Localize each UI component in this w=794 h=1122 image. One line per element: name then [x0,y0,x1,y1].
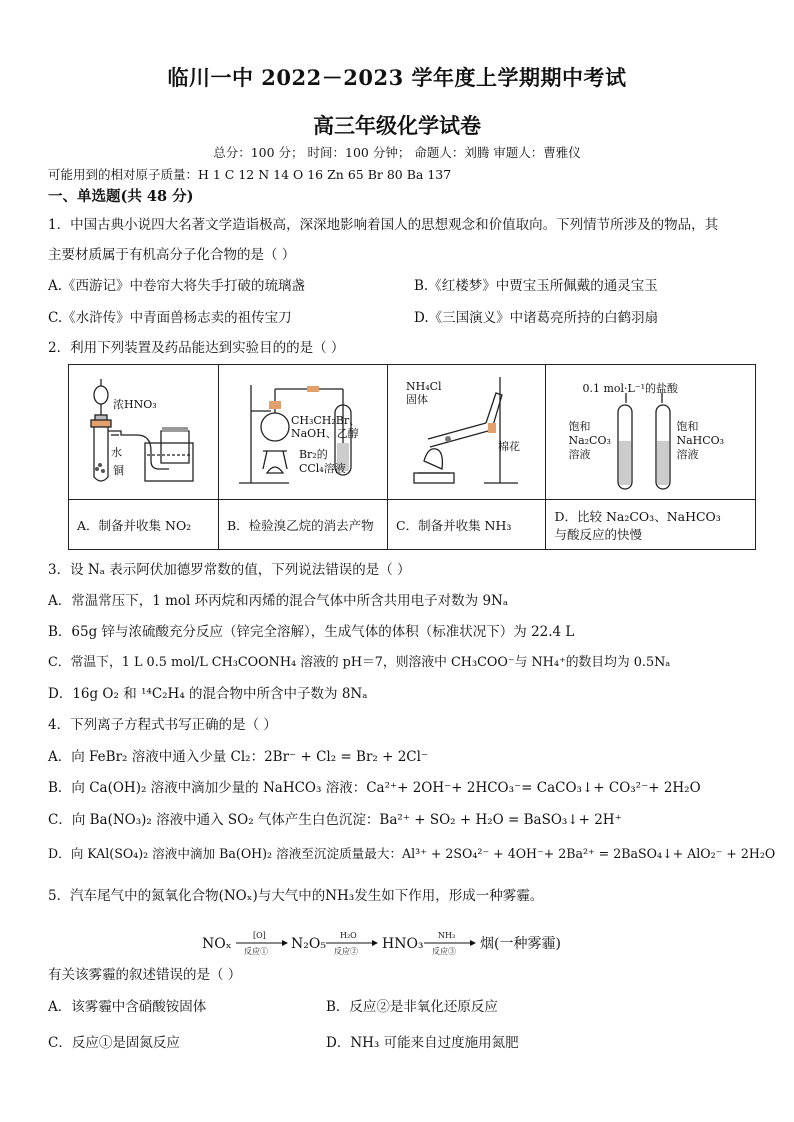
q3-stem: 3．设 Nₐ 表示阿伏加德罗常数的值，下列说法错误的是（ ） [48,562,411,578]
q4-option-c: C．向 Ba(NO₃)₂ 溶液中通入 SO₂ 气体产生白色沉淀：Ba²⁺ + SO₂ + H₂O = BaSO₃↓+ 2H⁺ [48,812,622,828]
label-ccl4: CCl₄溶液 [298,462,346,475]
label-left-line3: 溶液 [568,448,591,461]
apparatus-b-cell [218,365,387,500]
label-left-line1: 饱和 [568,420,591,433]
q5-stem: 5．汽车尾气中的氮氧化合物(NOₓ)与大气中的NH₃发生如下作用，形成一种雾霾。 [48,888,544,904]
q3-option-b: B．65g 锌与浓硫酸充分反应（锌完全溶解），生成气体的体积（标准状况下）为 22.4 L [48,624,575,640]
label-conc-hno3: 浓HNO₃ [113,398,157,411]
q4-stem: 4．下列离子方程式书写正确的是（ ） [48,717,277,733]
q2-option-d [546,500,756,550]
label-reagent-line2: NaOH、乙醇 [290,427,359,440]
exam-title: 临川一中 2022－2023 学年度上学期期中考试 [167,65,627,90]
q5-option-a: A．该雾霾中含硝酸铵固体 [48,999,207,1015]
q3-option-a: A．常温常压下，1 mol 环丙烷和丙烯的混合气体中所含共用电子对数为 9Nₐ [48,593,509,609]
q1-option-a: A.《西游记》中卷帘大将失手打破的琉璃盏 [48,278,306,294]
label-nh4cl: NH₄Cl [406,380,442,393]
scheme-r2-bottom: 反应② [334,947,358,956]
scheme-r2-top: H₂O [340,931,357,940]
label-copper: 铜 [113,464,124,477]
label-reagent-line1: CH₃CH₂Br、 [290,414,361,427]
q1-stem-line1: 1．中国古典小说四大名著文学造诣极高，深深地影响着国人的思想观念和价值取向。下列情节所涉及的物品，其 [48,217,719,233]
apparatus-c-cell [388,365,546,500]
q2-apparatus-table [68,364,756,550]
q1-stem-line2: 主要材质属于有机高分子化合物的是（ ） [48,247,296,263]
exam-subtitle: 高三年级化学试卷 [313,113,481,138]
label-cotton: 棉花 [498,440,521,453]
q2-option-d-line2: 与酸反应的快慢 [554,526,642,542]
label-right-line3: 溶液 [676,448,699,461]
q2-option-d-line1: D．比较 Na₂CO₃、NaHCO₃ [554,508,721,524]
q5-reaction-scheme [198,928,618,958]
section-heading: 一、单选题(共 48 分) [48,188,194,205]
q5-option-d: D．NH₃ 可能来自过度施用氮肥 [326,1035,519,1051]
q2-option-a: A．制备并收集 NO₂ [69,500,219,550]
label-water: 水 [111,446,122,459]
q1-option-c: C.《水浒传》中青面兽杨志卖的祖传宝刀 [48,310,292,326]
scheme-hno3: HNO₃ [382,936,424,952]
label-right-line2: NaHCO₃ [676,434,725,447]
label-br2: Br₂的 [298,448,328,461]
apparatus-d-cell [546,365,756,500]
label-right-line1: 饱和 [676,420,699,433]
q4-option-b: B．向 Ca(OH)₂ 溶液中滴加少量的 NaHCO₃ 溶液：Ca²⁺+ 2OH⁻+ 2HCO₃⁻= CaCO₃↓+ CO₃²⁻+ 2H₂O [48,780,701,796]
q1-option-d: D.《三国演义》中诸葛亮所持的白鹤羽扇 [414,310,659,326]
scheme-r1-top: [O] [253,931,266,940]
q5-option-b: B．反应②是非氧化还原反应 [326,999,498,1015]
scheme-r3-bottom: 反应③ [432,947,456,956]
q2-option-b: B．检验溴乙烷的消去产物 [218,500,387,550]
label-left-line2: Na₂CO₃ [568,434,611,447]
scheme-nox: NOₓ [202,936,232,952]
q3-option-c: C．常温下，1 L 0.5 mol/L CH₃COONH₄ 溶液的 pH＝7，则溶液中 CH₃COO⁻与 NH₄⁺的数目均为 0.5Nₐ [48,655,671,670]
q2-option-c: C．制备并收集 NH₃ [388,500,546,550]
q3-option-d: D．16g O₂ 和 ¹⁴C₂H₄ 的混合物中所含中子数为 8Nₐ [48,686,368,702]
scheme-smog: 烟(一种雾霾) [480,936,561,952]
scheme-r1-bottom: 反应① [244,947,268,956]
label-hcl: 0.1 mol·L⁻¹的盐酸 [582,382,679,395]
q2-stem: 2．利用下列装置及药品能达到实验目的的是（ ） [48,340,345,356]
q5-option-c: C．反应①是固氮反应 [48,1035,180,1051]
scheme-r3-top: NH₃ [438,931,456,940]
apparatus-a-drawing [69,365,209,499]
scheme-n2o5: N₂O₅ [291,936,326,952]
q4-option-d: D．向 KAl(SO₄)₂ 溶液中滴加 Ba(OH)₂ 溶液至沉淀质量最大：Al³⁺ + 2SO₄²⁻ + 4OH⁻+ 2Ba²⁺ = 2BaSO₄↓+ AlO₂⁻ + 2H₂O [48,846,776,861]
label-solid: 固体 [406,393,429,406]
q5-stem2: 有关该雾霾的叙述错误的是（ ） [48,967,242,983]
atomic-masses: 可能用到的相对原子质量：H 1 C 12 N 14 O 16 Zn 65 Br 80 Ba 137 [48,167,452,182]
q4-option-a: A．向 FeBr₂ 溶液中通入少量 Cl₂：2Br⁻ + Cl₂ = Br₂ + 2Cl⁻ [48,749,429,765]
q1-option-b: B.《红楼梦》中贾宝玉所佩戴的通灵宝玉 [414,278,658,294]
apparatus-a-cell [69,365,219,500]
exam-meta: 总分：100 分； 时间：100 分钟； 命题人：刘腾 审题人：曹雅仪 [213,145,581,160]
